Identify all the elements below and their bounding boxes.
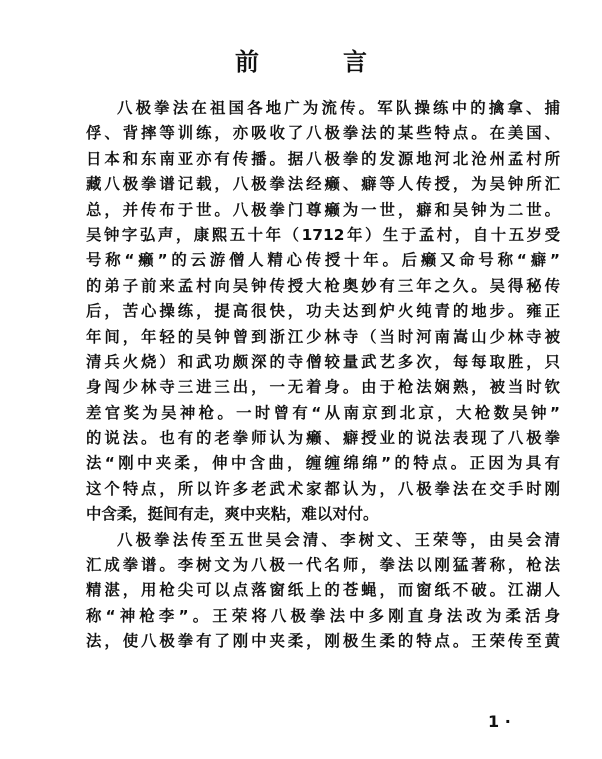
text-line: 法，使八极拳有了刚中夹柔，刚极生柔的特点。王荣传至黄 (86, 632, 560, 651)
text-line: 号称“癞”的云游僧人精心传授十年。后癞又命号称“癖” (86, 251, 560, 270)
page-title: 前 言 (235, 48, 397, 76)
text-line: 的说法。也有的老拳师认为癞、癖授业的说法表现了八极拳 (86, 429, 560, 448)
text-line: 藏八极拳谱记载，八极拳法经癞、癖等人传授，为吴钟所汇 (86, 175, 560, 194)
text-line: 这个特点，所以许多老武术家都认为，八极拳法在交手时刚 (86, 479, 560, 498)
text-line: 的弟子前来孟村向吴钟传授大枪奥妙有三年之久。吴得秘传 (86, 276, 560, 295)
text-line: 日本和东南亚亦有传播。据八极拳的发源地河北沧州孟村所 (86, 149, 560, 168)
text-line: 中含柔，挺间有走，爽中夹粘，难以对付。 (86, 505, 379, 524)
text-line: 差官奖为吴神枪。一时曾有“从南京到北京，大枪数吴钟” (86, 403, 560, 422)
text-line: 年间，年轻的吴钟曾到浙江少林寺（当时河南嵩山少林寺被 (86, 327, 560, 346)
text-line: 清兵火烧）和武功颇深的寺僧较量武艺多次，每每取胜，只 (86, 352, 560, 371)
page-number: 1 · (488, 712, 511, 731)
text-line: 后，苦心操练，提高很快，功夫达到炉火纯青的地步。雍正 (86, 302, 560, 321)
text-line: 八极拳法在祖国各地广为流传。军队操练中的擒拿、捕 (117, 99, 560, 117)
text-line: 称“神枪李”。王荣将八极拳法中多刚直身法改为柔活身 (86, 606, 560, 625)
text-line: 汇成拳谱。李树文为八极一代名师，拳法以刚猛著称，枪法 (86, 556, 560, 575)
text-line: 八极拳法传至五世吴会清、李树文、王荣等，由吴会清 (117, 530, 560, 549)
text-line: 总，并传布于世。八极拳门尊癞为一世，癖和吴钟为二世。 (86, 200, 560, 219)
text-line: 法“刚中夹柔，伸中含曲，缠缠绵绵”的特点。正因为具有 (86, 454, 560, 473)
text-line: 俘、背摔等训练，亦吸收了八极拳法的某些特点。在美国、 (86, 124, 560, 143)
text-line: 精湛，用枪尖可以点落窗纸上的苍蝇，而窗纸不破。江湖人 (86, 581, 560, 600)
text-line: 吴钟字弘声，康熙五十年（1712年）生于孟村，自十五岁受 (86, 225, 560, 244)
text-line: 身闯少林寺三进三出，一无着身。由于枪法娴熟，被当时钦 (86, 378, 560, 397)
body-text (86, 96, 560, 655)
